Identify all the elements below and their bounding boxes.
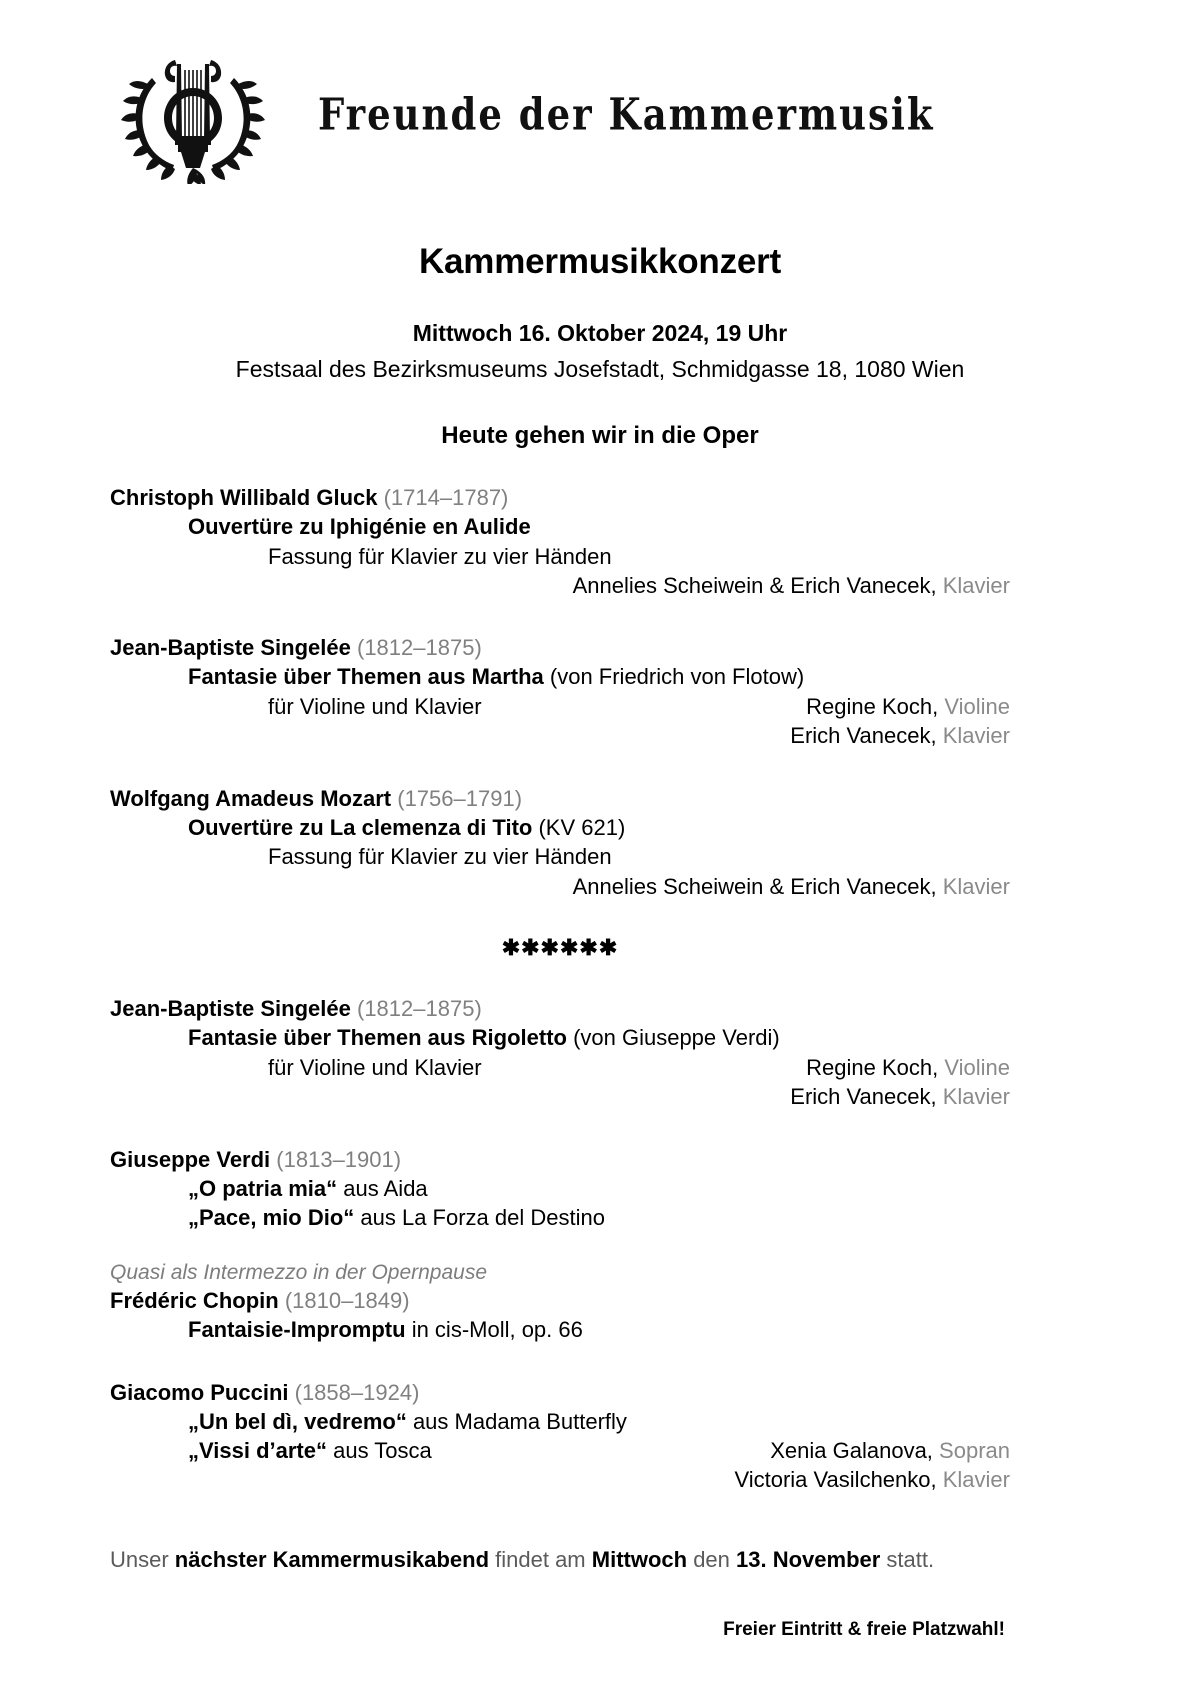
- composer-years: (1714–1787): [383, 485, 509, 510]
- work-extra: (von Friedrich von Flotow): [543, 664, 805, 690]
- performer-name: Annelies Scheiwein & Erich Vanecek,: [572, 572, 937, 598]
- composer-line: [110, 483, 1010, 512]
- composer-years: (1812–1875): [357, 996, 482, 1022]
- work-extra: (KV 621): [532, 814, 626, 840]
- work-line: [188, 1023, 1010, 1052]
- work-extra: aus Aida: [337, 1175, 428, 1201]
- work-subtitle: Fassung für Klavier zu vier Händen: [268, 543, 612, 569]
- work-extra: in cis-Moll, op. 66: [405, 1317, 583, 1343]
- composer-name: Christoph Willibald Gluck: [110, 485, 378, 510]
- work-title: Ouvertüre zu La clemenza di Tito: [188, 814, 533, 840]
- composer-line: [110, 633, 1010, 662]
- work-line: [188, 512, 1010, 541]
- program-entry: [110, 633, 1010, 750]
- next-concert-note: [0, 1547, 1200, 1573]
- work-extra: (von Giuseppe Verdi): [566, 1025, 780, 1051]
- performer-instrument: Klavier: [942, 572, 1010, 598]
- concert-date: Mittwoch 16. Oktober 2024, 19 Uhr: [412, 320, 788, 346]
- composer-line: [110, 784, 1010, 813]
- work-subtitle-row: [110, 692, 1010, 721]
- composer-name: Giacomo Puccini: [110, 1379, 289, 1405]
- performer-name: Victoria Vasilchenko,: [734, 1467, 937, 1493]
- section-divider: ✱✱✱✱✱✱: [501, 935, 619, 961]
- work-performer-row: [110, 1436, 1010, 1465]
- program-entry: [110, 994, 1010, 1111]
- composer-line: [110, 1378, 1010, 1407]
- program-entry: [110, 483, 1010, 600]
- performer-instrument: Violine: [944, 693, 1010, 719]
- performer-line: [110, 571, 1010, 600]
- next-concert-mid1: findet am: [489, 1546, 592, 1572]
- performer-instrument: Klavier: [942, 723, 1010, 749]
- masthead: [0, 0, 1200, 190]
- free-entry-note: Freier Eintritt & freie Platzwahl!: [723, 1618, 1005, 1640]
- program-entry: [110, 1259, 1010, 1345]
- performer-instrument: Violine: [944, 1054, 1010, 1080]
- work-extra: aus Tosca: [327, 1438, 432, 1464]
- composer-years: (1858–1924): [294, 1379, 420, 1405]
- work-subtitle: Fassung für Klavier zu vier Händen: [268, 844, 612, 870]
- performer-line: [110, 1082, 1010, 1111]
- composer-line: [110, 1286, 1010, 1315]
- work-title: Ouvertüre zu Iphigénie en Aulide: [188, 514, 531, 540]
- next-concert-suffix: statt.: [880, 1546, 935, 1572]
- work-subtitle: für Violine und Klavier: [268, 693, 482, 719]
- program-list: [0, 483, 1200, 1495]
- composer-years: (1810–1849): [284, 1288, 410, 1314]
- work-subtitle-row: [110, 542, 1010, 571]
- lyre-laurel-wreath-icon: [118, 44, 268, 184]
- work-title: Fantasie über Themen aus Rigoletto: [188, 1025, 567, 1051]
- work-line: [188, 662, 1010, 691]
- performer-line: [110, 1465, 1010, 1494]
- composer-line: [110, 994, 1010, 1023]
- work-line: [188, 1436, 432, 1465]
- performer-instrument: Klavier: [942, 1084, 1010, 1110]
- work-extra: aus Madama Butterfly: [406, 1408, 627, 1434]
- work-title: „Pace, mio Dio“: [188, 1205, 355, 1231]
- concert-venue: Festsaal des Bezirksmuseums Josefstadt, Schmidgasse 18, 1080 Wien: [235, 356, 965, 382]
- next-concert-mid2: den: [687, 1546, 737, 1572]
- program-section-heading: Heute gehen wir in die Oper: [441, 422, 759, 449]
- work-title: „Un bel dì, vedremo“: [188, 1408, 407, 1434]
- work-line: [188, 1174, 1010, 1203]
- page-title: Kammermusikkonzert: [418, 242, 782, 281]
- performer-line: [110, 721, 1010, 750]
- next-concert-date: 13. November: [736, 1546, 881, 1572]
- performer-line: [806, 1053, 1010, 1082]
- intermezzo-note: Quasi als Intermezzo in der Opernpause: [110, 1260, 488, 1284]
- work-title: Fantaisie-Impromptu: [188, 1317, 406, 1343]
- next-concert-weekday: Mittwoch: [591, 1546, 688, 1572]
- work-title: Fantasie über Themen aus Martha: [188, 664, 544, 690]
- work-line: [188, 1203, 1010, 1232]
- performer-line: [110, 872, 1010, 901]
- concert-header: [0, 242, 1200, 450]
- work-extra: aus La Forza del Destino: [354, 1205, 605, 1231]
- program-entry: [110, 784, 1010, 901]
- performer-name: Annelies Scheiwein & Erich Vanecek,: [572, 873, 937, 899]
- program-entry: [110, 1378, 1010, 1495]
- performer-name: Regine Koch,: [806, 693, 939, 719]
- performer-instrument: Klavier: [942, 873, 1010, 899]
- next-concert-prefix: Unser: [110, 1546, 175, 1572]
- work-title: „Vissi d’arte“: [188, 1438, 327, 1464]
- work-subtitle-row: [110, 1053, 1010, 1082]
- composer-years: (1756–1791): [397, 785, 523, 811]
- performer-name: Xenia Galanova,: [770, 1438, 933, 1464]
- work-title: „O patria mia“: [188, 1175, 338, 1201]
- composer-years: (1813–1901): [276, 1146, 402, 1172]
- performer-instrument: Klavier: [942, 1467, 1010, 1493]
- performer-name: Erich Vanecek,: [790, 1084, 937, 1110]
- organization-title: Freunde der Kammermusik: [318, 88, 935, 140]
- work-line: [188, 1315, 1010, 1344]
- next-concert-label: nächster Kammermusikabend: [174, 1546, 490, 1572]
- performer-instrument: Sopran: [939, 1438, 1010, 1464]
- composer-name: Jean-Baptiste Singelée: [110, 635, 351, 661]
- performer-line: [806, 692, 1010, 721]
- composer-name: Frédéric Chopin: [110, 1288, 279, 1314]
- work-subtitle: für Violine und Klavier: [268, 1054, 482, 1080]
- work-line: [188, 813, 1010, 842]
- performer-line: [770, 1436, 1010, 1465]
- composer-name: Jean-Baptiste Singelée: [110, 996, 351, 1022]
- performer-name: Regine Koch,: [806, 1054, 939, 1080]
- composer-years: (1812–1875): [357, 635, 482, 661]
- performer-name: Erich Vanecek,: [790, 723, 937, 749]
- composer-line: [110, 1145, 1010, 1174]
- program-entry: [110, 1145, 1010, 1233]
- work-line: [188, 1407, 1010, 1436]
- composer-name: Giuseppe Verdi: [110, 1146, 271, 1172]
- work-subtitle-row: [110, 842, 1010, 871]
- composer-name: Wolfgang Amadeus Mozart: [110, 785, 392, 811]
